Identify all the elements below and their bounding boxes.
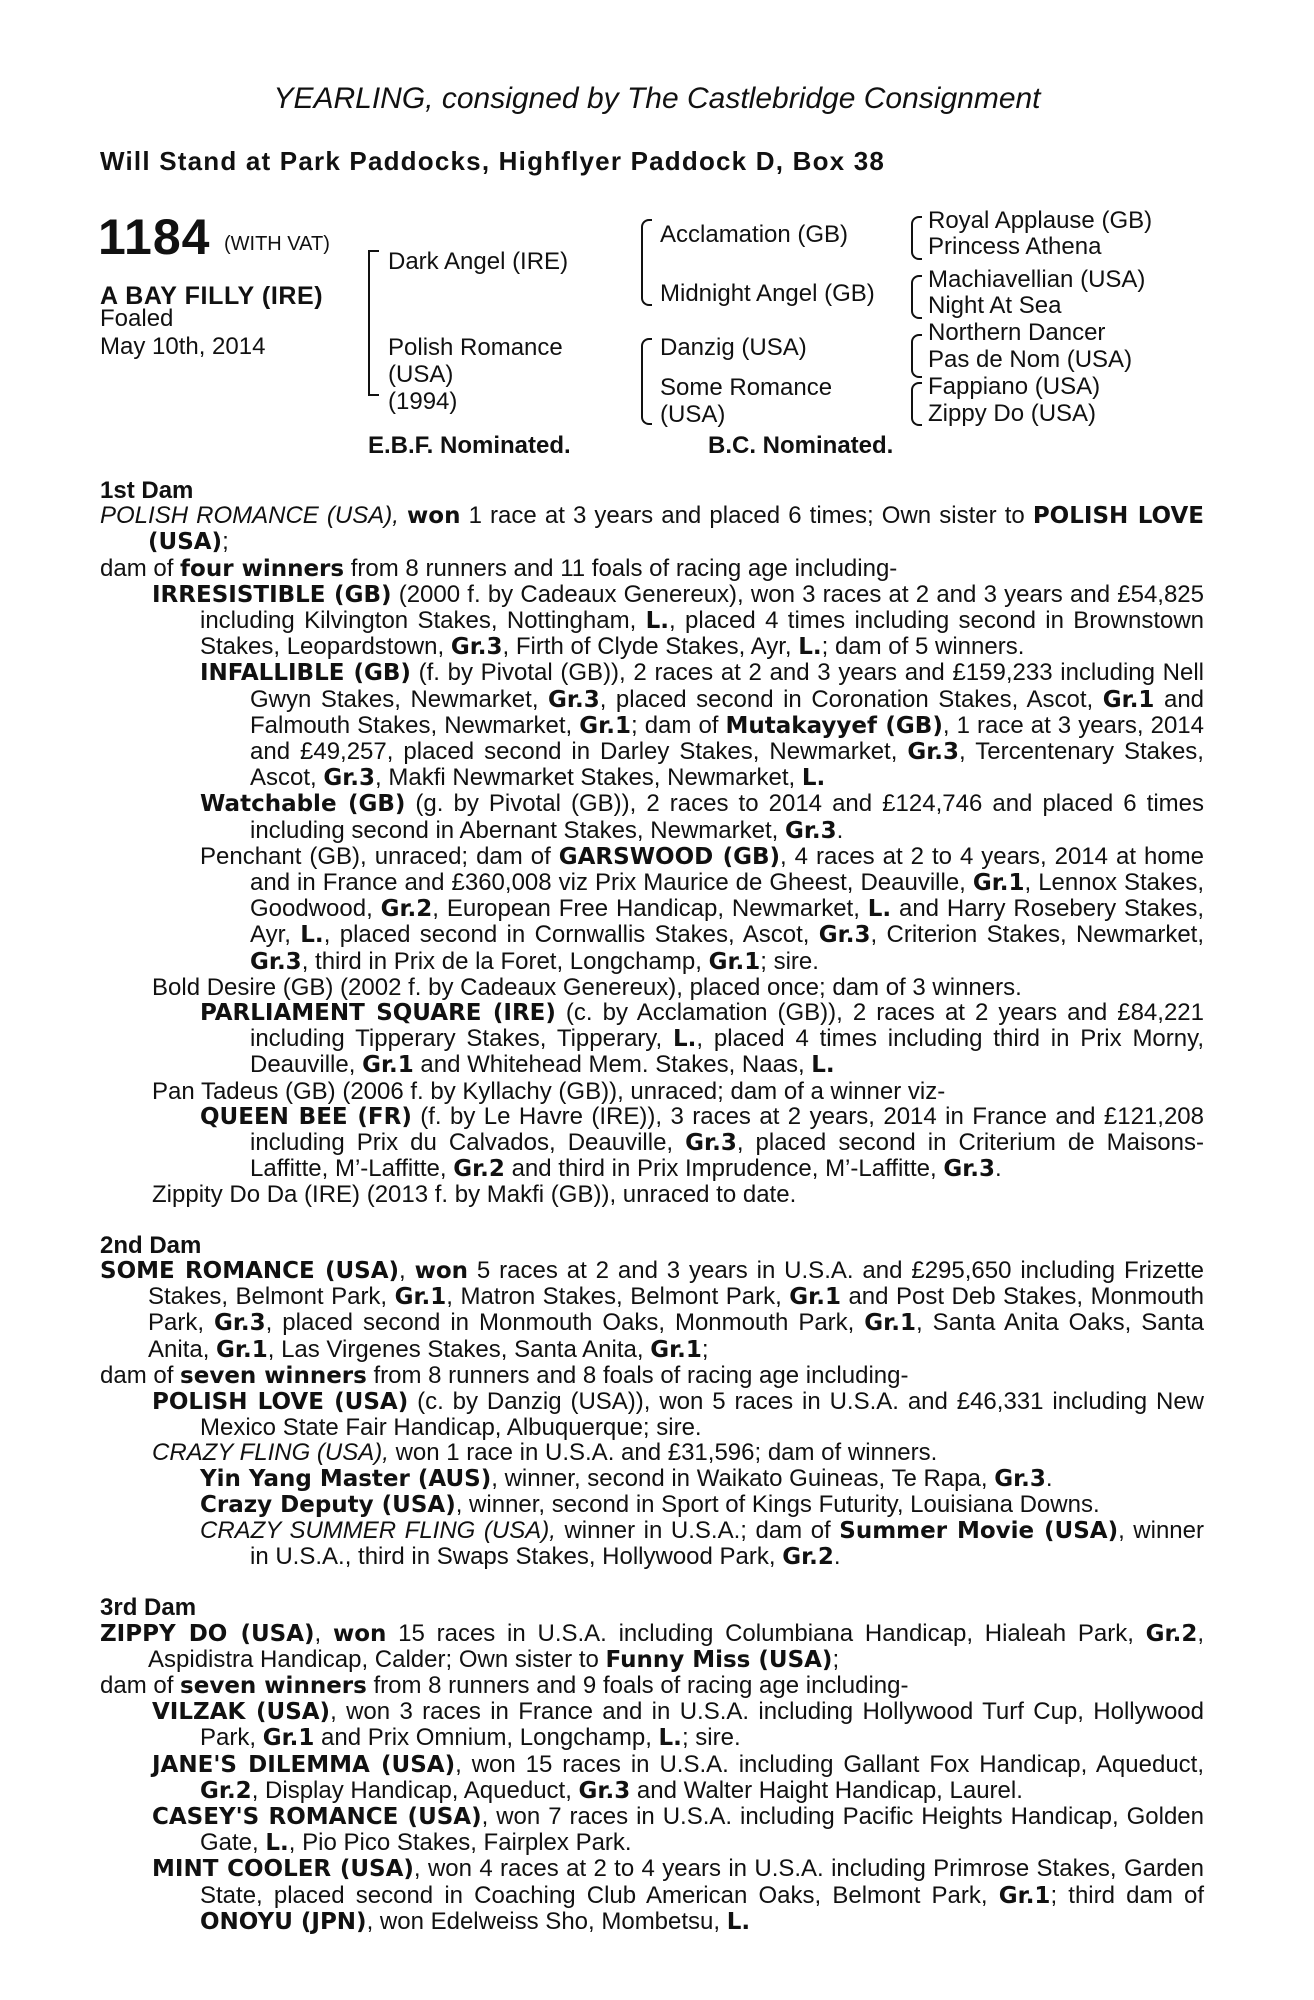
text-run: and Walter Haight Handicap, Laurel. — [630, 1776, 1023, 1804]
bold-text: seven winners — [180, 1362, 367, 1389]
text-run: Zippity Do Da (IRE) (2013 f. by Makfi (GB)), unraced to date. — [152, 1181, 797, 1209]
foaled-label: Foaled — [100, 305, 174, 332]
lot-number: 1184 — [98, 209, 211, 265]
bracket-dam-line — [641, 338, 652, 425]
bold-text: Gr.3 — [784, 817, 837, 844]
text-run: from 8 runners and 9 foals of racing age including- — [366, 1671, 909, 1699]
text-run: , 4 races at 2 to 4 years, 2014 at home and in France and £360,008 viz Prix Maurice de Gheest, Deauville, — [250, 842, 1205, 897]
pedigree-paragraph — [100, 1699, 1204, 1751]
bold-text: Gr.1 — [1102, 686, 1155, 713]
text-run: , won 3 races in France and in U.S.A. including Hollywood Turf Cup, Hollywood Park, — [200, 1698, 1205, 1752]
text-run: , 1 race at 3 years, 2014 and £49,257, placed second in Darley Stakes, Newmarket, — [250, 711, 1205, 766]
text-run: . — [1045, 1464, 1053, 1492]
text-run: , — [314, 1619, 333, 1647]
bold-text: Gr.1 — [650, 1336, 702, 1363]
pedigree-sire-dam: Midnight Angel (GB) — [660, 280, 875, 307]
produce-record — [100, 478, 1204, 1935]
bold-text: won — [407, 503, 461, 530]
text-run: (2000 f. by Cadeaux Genereux), won 3 races at 2 and 3 years and £54,825 including Kilvington Stakes, Nottingham, — [200, 580, 1204, 635]
pedigree-dam-dam-line-2: (USA) — [660, 401, 726, 428]
pedigree-dam-line-1: Polish Romance — [388, 334, 563, 361]
text-run: dam of — [100, 1361, 181, 1389]
bold-text: CASEY'S ROMANCE (USA) — [152, 1803, 482, 1830]
text-run: ; sire. — [760, 947, 819, 975]
bold-text: L. — [798, 634, 822, 661]
section-heading: 2nd Dam — [100, 1231, 202, 1259]
text-run: 1 race at 3 years and placed 6 times; Own sister to — [460, 502, 1033, 530]
bold-text: POLISH LOVE (USA) — [152, 1388, 409, 1415]
text-run: and Falmouth Stakes, Newmarket, — [250, 685, 1205, 739]
pedigree-paragraph — [100, 975, 1204, 1000]
pedigree-sire: Dark Angel (IRE) — [388, 248, 569, 275]
section-heading: 1st Dam — [100, 477, 194, 504]
text-run: ; — [222, 528, 229, 556]
pedigree-paragraph — [100, 1492, 1204, 1518]
text-run: , won 7 races in U.S.A. including Pacific Heights Handicap, Golden Gate, — [200, 1802, 1204, 1857]
pedigree-paragraph — [100, 1363, 1204, 1389]
bold-text: L. — [811, 1052, 835, 1079]
text-run: Penchant (GB), unraced; dam of — [200, 842, 559, 870]
bracket-acclamation — [911, 216, 922, 260]
bold-text: Gr.3 — [578, 1777, 631, 1804]
text-run: , European Free Handicap, Newmarket, — [432, 895, 868, 923]
bold-text: Gr.3 — [548, 686, 600, 713]
bold-text: Gr.1 — [708, 948, 761, 975]
bracket-generation-1 — [368, 250, 379, 396]
text-run: 15 races in U.S.A. including Columbiana Handicap, Hialeah Park, — [386, 1619, 1146, 1647]
bold-text: Gr.1 — [579, 712, 631, 739]
text-run: , placed 4 times including third in Prix Morny, Deauville, — [250, 1025, 1205, 1079]
bold-text: JANE'S DILEMMA (USA) — [152, 1751, 456, 1778]
pedigree-dam-sire: Danzig (USA) — [660, 334, 807, 361]
pedigree-paragraph — [100, 660, 1204, 791]
bold-text: L. — [645, 608, 670, 635]
text-run: dam of — [100, 1671, 181, 1699]
text-run: . — [995, 1155, 1002, 1183]
text-run: , placed second in Cornwallis Stakes, Ascot, — [323, 921, 819, 949]
pedigree-paragraph — [100, 1104, 1204, 1183]
text-run: , Makfi Newmarket Stakes, Newmarket, — [375, 764, 802, 792]
bold-text: Gr.2 — [1145, 1620, 1198, 1647]
bold-text: four winners — [180, 555, 345, 582]
bold-text: Crazy Deputy (USA) — [200, 1491, 456, 1518]
text-run: , winner in U.S.A., third in Swaps Stakes, Hollywood Park, — [250, 1516, 1204, 1571]
text-run: , Tercentenary Stakes, Ascot, — [250, 738, 1204, 792]
pedigree-g3-1: Royal Applause (GB) — [928, 207, 1153, 234]
bold-text: INFALLIBLE (GB) — [200, 660, 411, 687]
text-run: won 1 race in U.S.A. and £31,596; dam of winners. — [395, 1439, 938, 1467]
bold-text: L. — [658, 1725, 682, 1752]
bold-text: Gr.2 — [380, 896, 433, 923]
text-run: , placed second in Criterium de Maisons-Laffitte, M’-Laffitte, — [250, 1129, 1204, 1183]
bold-text: Gr.3 — [943, 1156, 996, 1183]
text-run: , winner, second in Sport of Kings Futurity, Louisiana Downs. — [455, 1490, 1100, 1518]
bold-text: Gr.3 — [818, 922, 871, 949]
text-run: and Whitehead Mem. Stakes, Naas, — [413, 1051, 812, 1079]
text-run: dam of — [100, 554, 181, 582]
section-gap — [100, 1570, 1204, 1595]
bc-nominated: B.C. Nominated. — [708, 432, 894, 459]
bold-text: Gr.1 — [394, 1284, 447, 1311]
text-run: (c. by Acclamation (GB)), 2 races at 2 years and £84,221 including Tipperary Stakes, Tipperary, — [250, 999, 1204, 1053]
text-run: 5 races at 2 and 3 years in U.S.A. and £295,650 including Frizette Stakes, Belmont Park, — [148, 1256, 1204, 1311]
text-run: from 8 runners and 11 foals of racing age including- — [344, 554, 898, 582]
text-run: ; sire. — [681, 1724, 741, 1752]
text-run: , Matron Stakes, Belmont Park, — [446, 1283, 790, 1311]
text-run: , Aspidistra Handicap, Calder; Own sister to — [148, 1619, 1205, 1673]
bold-text: ONOYU (JPN) — [200, 1908, 367, 1935]
consignment-line: YEARLING, consigned by The Castlebridge Consignment — [273, 82, 1041, 115]
pedigree-paragraph — [100, 1182, 1204, 1207]
bold-text: POLISH LOVE (USA) — [148, 503, 1204, 556]
pedigree-g3-7: Fappiano (USA) — [928, 373, 1101, 400]
bold-text: L. — [867, 896, 892, 923]
section-heading: 3rd Dam — [100, 1594, 197, 1622]
bold-text: L. — [300, 922, 324, 949]
bold-text: Gr.3 — [994, 1465, 1046, 1492]
ebf-nominated: E.B.F. Nominated. — [368, 432, 571, 459]
pedigree-paragraph — [100, 1466, 1204, 1492]
bold-text: won — [414, 1257, 469, 1284]
bold-text: Gr.2 — [200, 1777, 252, 1804]
text-run: , Lennox Stakes, Goodwood, — [250, 869, 1204, 923]
bracket-some-romance — [911, 382, 922, 426]
text-run: ; — [701, 1335, 709, 1363]
text-run: , placed 4 times including second in Brownstown Stakes, Leopardstown, — [200, 607, 1205, 661]
text-run: (g. by Pivotal (GB)), 2 races to 2014 and £124,746 and placed 6 times including second in Abernant Stakes, Newmarket, — [250, 790, 1204, 844]
bold-text: MINT COOLER (USA) — [152, 1856, 414, 1883]
italic-text: POLISH ROMANCE (USA), — [100, 502, 408, 530]
pedigree-paragraph — [100, 582, 1204, 661]
text-run: , — [399, 1256, 415, 1284]
text-run: , placed second in Monmouth Oaks, Monmouth Park, — [265, 1309, 865, 1337]
pedigree-paragraph — [100, 1752, 1204, 1804]
italic-text: CRAZY SUMMER FLING (USA), — [200, 1516, 565, 1544]
text-run: , placed second in Coronation Stakes, Ascot, — [599, 685, 1103, 713]
pedigree-paragraph — [100, 1804, 1204, 1856]
bold-text: Gr.1 — [864, 1310, 916, 1337]
bold-text: Gr.2 — [453, 1156, 505, 1183]
pedigree-dam-dam — [660, 374, 832, 428]
bold-text: Gr.1 — [262, 1725, 315, 1752]
text-run: , won Edelweiss Sho, Mombetsu, — [366, 1907, 727, 1935]
pedigree-dam-dam-line-1: Some Romance — [660, 374, 833, 401]
pedigree-paragraph — [100, 1079, 1204, 1104]
pedigree-paragraph — [100, 503, 1204, 555]
bold-text: PARLIAMENT SQUARE (IRE) — [200, 1000, 556, 1027]
bold-text: Mutakayyef (GB) — [725, 712, 943, 739]
text-run: and Post Deb Stakes, Monmouth Park, — [148, 1283, 1204, 1337]
text-run: ; — [832, 1645, 840, 1673]
pedigree-paragraph — [100, 1621, 1204, 1673]
text-run: ; third dam of — [1050, 1881, 1205, 1909]
text-run: (f. by Le Havre (IRE)), 3 races at 2 years, 2014 in France and £121,208 including Prix du Calvados, Deauville, — [250, 1102, 1204, 1157]
pedigree-g3-6: Pas de Nom (USA) — [928, 346, 1133, 373]
bracket-sire-line — [641, 219, 652, 306]
bold-text: Gr.1 — [998, 1882, 1051, 1909]
bold-text: Gr.3 — [450, 634, 503, 661]
bold-text: Yin Yang Master (AUS) — [200, 1465, 492, 1492]
text-run: ; dam of — [630, 711, 726, 739]
pedigree-paragraph — [100, 1518, 1204, 1570]
stabling-location: Will Stand at Park Paddocks, Highflyer Paddock D, Box 38 — [100, 146, 886, 176]
bold-text: GARSWOOD (GB) — [558, 843, 781, 870]
text-run: , Pio Pico Stakes, Fairplex Park. — [288, 1829, 632, 1857]
pedigree-g3-8: Zippy Do (USA) — [928, 400, 1097, 427]
pedigree-paragraph — [100, 1389, 1204, 1440]
bold-text: Watchable (GB) — [200, 791, 406, 818]
pedigree-dam — [388, 334, 563, 415]
pedigree-paragraph — [100, 1856, 1204, 1935]
bold-text: L. — [265, 1830, 289, 1857]
horse-description: A BAY FILLY (IRE) — [100, 282, 324, 310]
foaled-date: May 10th, 2014 — [100, 333, 266, 360]
pedigree-g3-4: Night At Sea — [928, 292, 1062, 319]
pedigree-dam-line-2: (USA) — [388, 361, 454, 388]
bold-text: Gr.3 — [907, 739, 960, 766]
text-run: , Las Virgenes Stakes, Santa Anita, — [267, 1335, 651, 1363]
bold-text: SOME ROMANCE (USA) — [100, 1257, 400, 1284]
pedigree-sire-sire: Acclamation (GB) — [660, 221, 849, 248]
foaling-info — [100, 305, 265, 361]
vat-note: (WITH VAT) — [224, 233, 330, 255]
text-run: . — [836, 816, 844, 844]
bracket-danzig — [911, 334, 922, 378]
bold-text: L. — [726, 1908, 751, 1935]
pedigree-paragraph — [100, 844, 1204, 975]
text-run: (c. by Danzig (USA)), won 5 races in U.S.A. and £46,331 including New Mexico State Fair Handicap, Albuquerque; sire. — [200, 1387, 1204, 1442]
bold-text: VILZAK (USA) — [152, 1699, 331, 1726]
text-run: and third in Prix Imprudence, M’-Laffitte, — [504, 1155, 944, 1183]
bold-text: L. — [673, 1026, 697, 1053]
text-run: , Criterion Stakes, Newmarket, — [870, 921, 1204, 949]
pedigree-paragraph — [100, 1440, 1204, 1465]
italic-text: CRAZY FLING (USA), — [152, 1439, 396, 1467]
text-run: , third in Prix de la Foret, Longchamp, — [301, 947, 709, 975]
pedigree-paragraph — [100, 1000, 1204, 1079]
bold-text: Gr.3 — [323, 765, 376, 792]
bold-text: Funny Miss (USA) — [605, 1646, 833, 1673]
text-run: , Display Handicap, Aqueduct, — [251, 1776, 579, 1804]
text-run: Pan Tadeus (GB) (2006 f. by Kyllachy (GB)), unraced; dam of a winner viz- — [152, 1077, 946, 1105]
text-run: and Harry Rosebery Stakes, Ayr, — [250, 895, 1204, 949]
bold-text: Gr.1 — [362, 1052, 414, 1079]
text-run: from 8 runners and 8 foals of racing age including- — [366, 1361, 909, 1389]
text-run: . — [833, 1543, 841, 1571]
pedigree-paragraph — [100, 556, 1204, 582]
bold-text: Gr.3 — [250, 948, 302, 975]
text-run: , Santa Anita Oaks, Santa Anita, — [148, 1309, 1204, 1363]
pedigree-paragraph — [100, 791, 1204, 843]
bold-text: Gr.3 — [685, 1130, 737, 1157]
bold-text: Gr.2 — [782, 1544, 834, 1571]
bold-text: won — [332, 1620, 387, 1647]
bold-text: L. — [801, 765, 826, 792]
bold-text: QUEEN BEE (FR) — [200, 1103, 412, 1130]
bold-text: seven winners — [180, 1672, 367, 1699]
section-gap — [100, 1208, 1204, 1233]
bold-text: Gr.1 — [789, 1284, 841, 1311]
bold-text: ZIPPY DO (USA) — [100, 1620, 315, 1647]
pedigree-paragraph — [100, 1673, 1204, 1699]
pedigree-g3-5: Northern Dancer — [928, 319, 1106, 346]
bold-text: Gr.3 — [213, 1310, 266, 1337]
text-run: (f. by Pivotal (GB)), 2 races at 2 and 3 years and £159,233 including Nell Gwyn Stakes, Newmarket, — [250, 659, 1205, 713]
pedigree-paragraph — [100, 1258, 1204, 1363]
bold-text: IRRESISTIBLE (GB) — [152, 581, 392, 608]
text-run: , Firth of Clyde Stakes, Ayr, — [502, 633, 799, 661]
text-run: , winner, second in Waikato Guineas, Te Rapa, — [491, 1464, 995, 1492]
pedigree-dam-line-3: (1994) — [388, 388, 458, 415]
pedigree-g3-2: Princess Athena — [928, 233, 1102, 260]
text-run: Bold Desire (GB) (2002 f. by Cadeaux Genereux), placed once; dam of 3 winners. — [152, 973, 1022, 1001]
text-run: ; dam of 5 winners. — [821, 633, 1025, 661]
text-run: winner in U.S.A.; dam of — [564, 1516, 840, 1544]
text-run: and Prix Omnium, Longchamp, — [314, 1724, 659, 1752]
bold-text: Gr.1 — [972, 870, 1025, 897]
bracket-midnight-angel — [911, 275, 922, 319]
bold-text: Summer Movie (USA) — [839, 1517, 1119, 1544]
text-run: , won 15 races in U.S.A. including Gallant Fox Handicap, Aqueduct, — [455, 1750, 1204, 1778]
pedigree-g3-3: Machiavellian (USA) — [928, 266, 1146, 293]
bold-text: Gr.1 — [216, 1336, 268, 1363]
text-run: , won 4 races at 2 to 4 years in U.S.A. including Primrose Stakes, Garden State, placed second in Coaching Club American Oaks, Belmont Park, — [200, 1855, 1204, 1909]
